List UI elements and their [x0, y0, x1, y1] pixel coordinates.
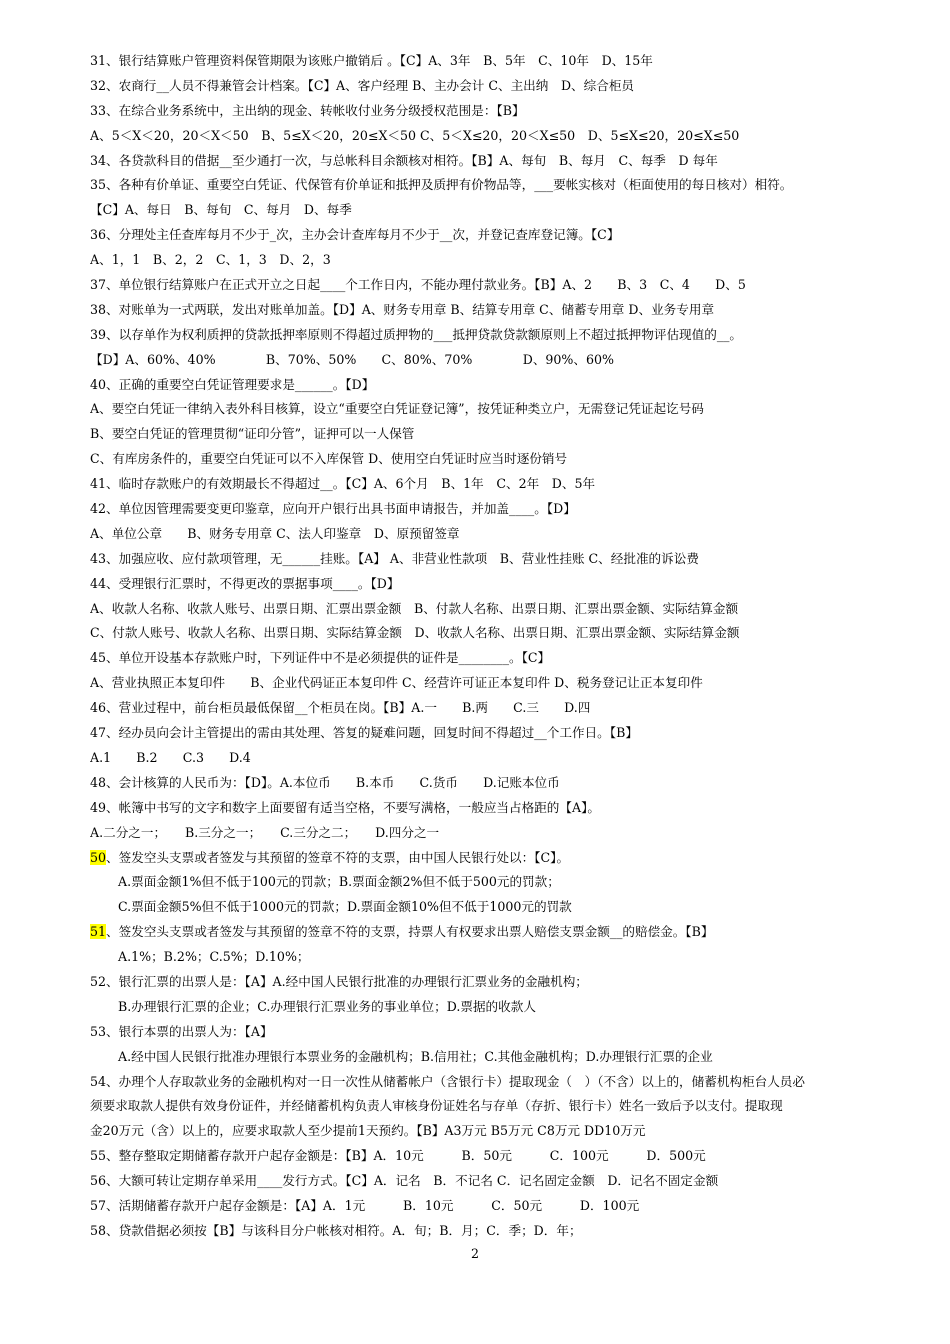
- line-text: 34、各贷款科目的借据__至少通打一次，与总帐科目余额核对相符。【B】A、每旬 B、每月 C、每季 D 每年: [90, 152, 718, 168]
- text-line: [90, 149, 870, 174]
- line-text: A.二分之一； B.三分之一； C.三分之二； D.四分之一: [90, 824, 440, 840]
- line-text: 56、大额可转让定期存单采用____发行方式。【C】A．记名 B．不记名 C．记名固定金额 D．记名不固定金额: [90, 1173, 719, 1189]
- text-line: [90, 373, 870, 398]
- line-text: A、5＜X＜20，20＜X＜50 B、5≤X＜20，20≤X＜50 C、5＜X≤20，20＜X≤50 D、5≤X≤20，20≤X≤50: [90, 127, 740, 143]
- text-line: [90, 696, 870, 721]
- line-text: C、付款人账号、收款人名称、出票日期、实际结算金额 D、收款人名称、出票日期、汇票出票金额、实际结算金额: [90, 625, 740, 641]
- line-text: 41、临时存款账户的有效期最长不得超过__。【C】A、6个月 B、1年 C、2年 D、5年: [90, 476, 596, 492]
- text-line: [90, 572, 870, 597]
- line-text: 52、银行汇票的出票人是：【A】A.经中国人民银行批准的办理银行汇票业务的金融机构；: [90, 973, 588, 989]
- line-text: 33、在综合业务系统中，主出纳的现金、转帐收付业务分级授权范围是：【B】: [90, 102, 525, 118]
- text-line: [90, 223, 870, 248]
- line-text: 、签发空头支票或者签发与其预留的签章不符的支票，由中国人民银行处以：【C】。: [106, 849, 570, 865]
- line-text: 39、以存单作为权利质押的贷款抵押率原则不得超过质押物的___抵押贷款贷款额原则上不超过抵押物评估现值的__。: [90, 326, 743, 342]
- line-text: A、收款人名称、收款人账号、出票日期、汇票出票金额 B、付款人名称、出票日期、汇票出票金额、实际结算金额: [90, 600, 739, 616]
- line-text: 43、加强应收、应付款项管理，无______挂账。【A】 A、非营业性款项 B、营业性挂账 C、经批准的诉讼费: [90, 550, 699, 566]
- line-text: A、单位公章 B、财务专用章 C、法人印鉴章 D、原预留签章: [90, 525, 460, 541]
- text-line: [90, 348, 870, 373]
- line-text: 53、银行本票的出票人为：【A】: [90, 1023, 273, 1039]
- text-line: [90, 970, 870, 995]
- line-text: 、签发空头支票或者签发与其预留的签章不符的支票，持票人有权要求出票人赔偿支票金额__的赔偿金。【B】: [106, 924, 714, 940]
- line-text: 58、贷款借据必须按【B】与该科目分户帐核对相符。A．旬；B．月；C．季；D．年；: [90, 1222, 582, 1238]
- text-line: [90, 173, 870, 198]
- line-text: 55、整存整取定期储蓄存款开户起存金额是：【B】A．10元 B．50元 C．100元 D．500元: [90, 1148, 706, 1164]
- line-text: 【C】A、每日 B、每旬 C、每月 D、每季: [90, 202, 352, 218]
- line-text: 49、帐簿中书写的文字和数字上面要留有适当空格，不要写满格，一般应当占格距的【A】。: [90, 799, 600, 815]
- text-line: [90, 945, 870, 970]
- line-text: A.票面金额1%但不低于100元的罚款；B.票面金额2%但不低于500元的罚款；: [118, 874, 560, 890]
- line-text: 44、受理银行汇票时，不得更改的票据事项____。【D】: [90, 575, 400, 591]
- text-line: [90, 497, 870, 522]
- text-line: [90, 821, 870, 846]
- line-text: 32、农商行__人员不得兼管会计档案。【C】A、客户经理 B、主办会计 C、主出纳 D、综合柜员: [90, 77, 635, 93]
- text-line: [90, 397, 870, 422]
- text-line: [90, 1194, 870, 1219]
- text-line: [90, 298, 870, 323]
- line-text: C、有库房条件的，重要空白凭证可以不入库保管 D、使用空白凭证时应当时逐份销号: [90, 451, 568, 467]
- line-text: 【D】A、60%、40% B、70%、50% C、80%、70% D、90%、60%: [90, 351, 614, 367]
- text-line: [90, 1119, 870, 1144]
- text-line: [90, 1070, 870, 1095]
- line-text: 47、经办员向会计主管提出的需由其处理、答复的疑难问题，回复时间不得超过__个工作日。【B】: [90, 725, 638, 741]
- text-line: [90, 846, 870, 871]
- line-text: 54、办理个人存取款业务的金融机构对一日一次性从储蓄帐户（含银行卡）提取现金（ ）（不含）以上的，储蓄机构柜台人员必: [90, 1073, 805, 1089]
- line-text: A、1，1 B、2，2 C、1，3 D、2，3: [90, 252, 331, 268]
- text-line: [90, 597, 870, 622]
- text-line: [90, 49, 870, 74]
- text-line: [90, 323, 870, 348]
- text-line: [90, 74, 870, 99]
- text-line: [90, 99, 870, 124]
- text-line: [90, 422, 870, 447]
- line-text: 46、营业过程中，前台柜员最低保留__个柜员在岗。【B】A.一 B.两 C.三 D.四: [90, 700, 591, 716]
- line-text: A、要空白凭证一律纳入表外科目核算，设立“重要空白凭证登记簿”，按凭证种类立户，无需登记凭证起讫号码: [90, 401, 704, 417]
- text-line: [90, 721, 870, 746]
- text-line: [90, 920, 870, 945]
- line-text: A.1%；B.2%；C.5%；D.10%；: [118, 949, 310, 965]
- line-text: 31、银行结算账户管理资料保管期限为该账户撤销后 。【C】A、3年 B、5年 C、10年 D、15年: [90, 53, 653, 68]
- text-line: [90, 746, 870, 771]
- page-number: 2: [470, 1246, 479, 1261]
- text-line: [90, 895, 870, 920]
- line-text: 42、单位因管理需要变更印鉴章，应向开户银行出具书面申请报告，并加盖____。【D】: [90, 501, 576, 517]
- text-line: [90, 522, 870, 547]
- text-line: [90, 621, 870, 646]
- text-line: [90, 870, 870, 895]
- highlighted-question-number: 51: [90, 924, 107, 940]
- text-line: [90, 1169, 870, 1194]
- text-line: [90, 1020, 870, 1045]
- text-line: [90, 547, 870, 572]
- line-text: 57、活期储蓄存款开户起存金额是：【A】A．1元 B．10元 C．50元 D．100元: [90, 1197, 640, 1213]
- line-text: 45、单位开设基本存款账户时，下列证件中不是必须提供的证件是________。【C】: [90, 650, 551, 666]
- line-text: 37、单位银行结算账户在正式开立之日起____个工作日内，不能办理付款业务。【B】A、2 B、3 C、4 D、5: [90, 277, 746, 293]
- line-text: C.票面金额5%但不低于1000元的罚款；D.票面金额10%但不低于1000元的罚款: [118, 899, 572, 915]
- text-line: [90, 472, 870, 497]
- text-line: [90, 248, 870, 273]
- line-text: 40、正确的重要空白凭证管理要求是______。【D】: [90, 376, 375, 392]
- text-line: [90, 995, 870, 1020]
- line-text: A、营业执照正本复印件 B、企业代码证正本复印件 C、经营许可证正本复印件 D、税务登记让正本复印件: [90, 675, 703, 691]
- text-line: [90, 1219, 870, 1244]
- highlighted-question-number: 50: [90, 849, 107, 865]
- line-text: B.办理银行汇票的企业；C.办理银行汇票业务的事业单位；D.票据的收款人: [118, 998, 536, 1014]
- text-line: [90, 447, 870, 472]
- text-line: [90, 1144, 870, 1169]
- line-text: A.经中国人民银行批准办理银行本票业务的金融机构；B.信用社；C.其他金融机构；D.办理银行汇票的企业: [118, 1048, 713, 1064]
- line-text: A.1 B.2 C.3 D.4: [90, 749, 251, 765]
- text-line: [90, 646, 870, 671]
- text-line: [90, 796, 870, 821]
- text-line: [90, 1045, 870, 1070]
- text-line: [90, 198, 870, 223]
- line-text: B、要空白凭证的管理贯彻“证印分管”，证押可以一人保管: [90, 426, 415, 442]
- text-line: [90, 273, 870, 298]
- document-body: [90, 49, 870, 1244]
- text-line: [90, 671, 870, 696]
- line-text: 须要求取款人提供有效身份证件，并经储蓄机构负责人审核身份证姓名与存单（存折、银行卡）姓名一致后予以支付。提取现: [90, 1098, 783, 1114]
- line-text: 金20万元（含）以上的，应要求取款人至少提前1天预约。【B】A3万元 B5万元 C8万元 DD10万元: [90, 1123, 646, 1139]
- line-text: 35、各种有价单证、重要空白凭证、代保管有价单证和抵押及质押有价物品等，___要帐实核对（柜面使用的每日核对）相符。: [90, 177, 793, 193]
- line-text: 36、分理处主任查库每月不少于_次，主办会计查库每月不少于__次，并登记查库登记簿。【C】: [90, 227, 620, 243]
- text-line: [90, 771, 870, 796]
- text-line: [90, 124, 870, 149]
- line-text: 38、对账单为一式两联，发出对账单加盖。【D】A、财务专用章 B、结算专用章 C、储蓄专用章 D、业务专用章: [90, 301, 715, 317]
- text-line: [90, 1094, 870, 1119]
- line-text: 48、会计核算的人民币为：【D】。A.本位币 B.本币 C.货币 D.记账本位币: [90, 774, 560, 790]
